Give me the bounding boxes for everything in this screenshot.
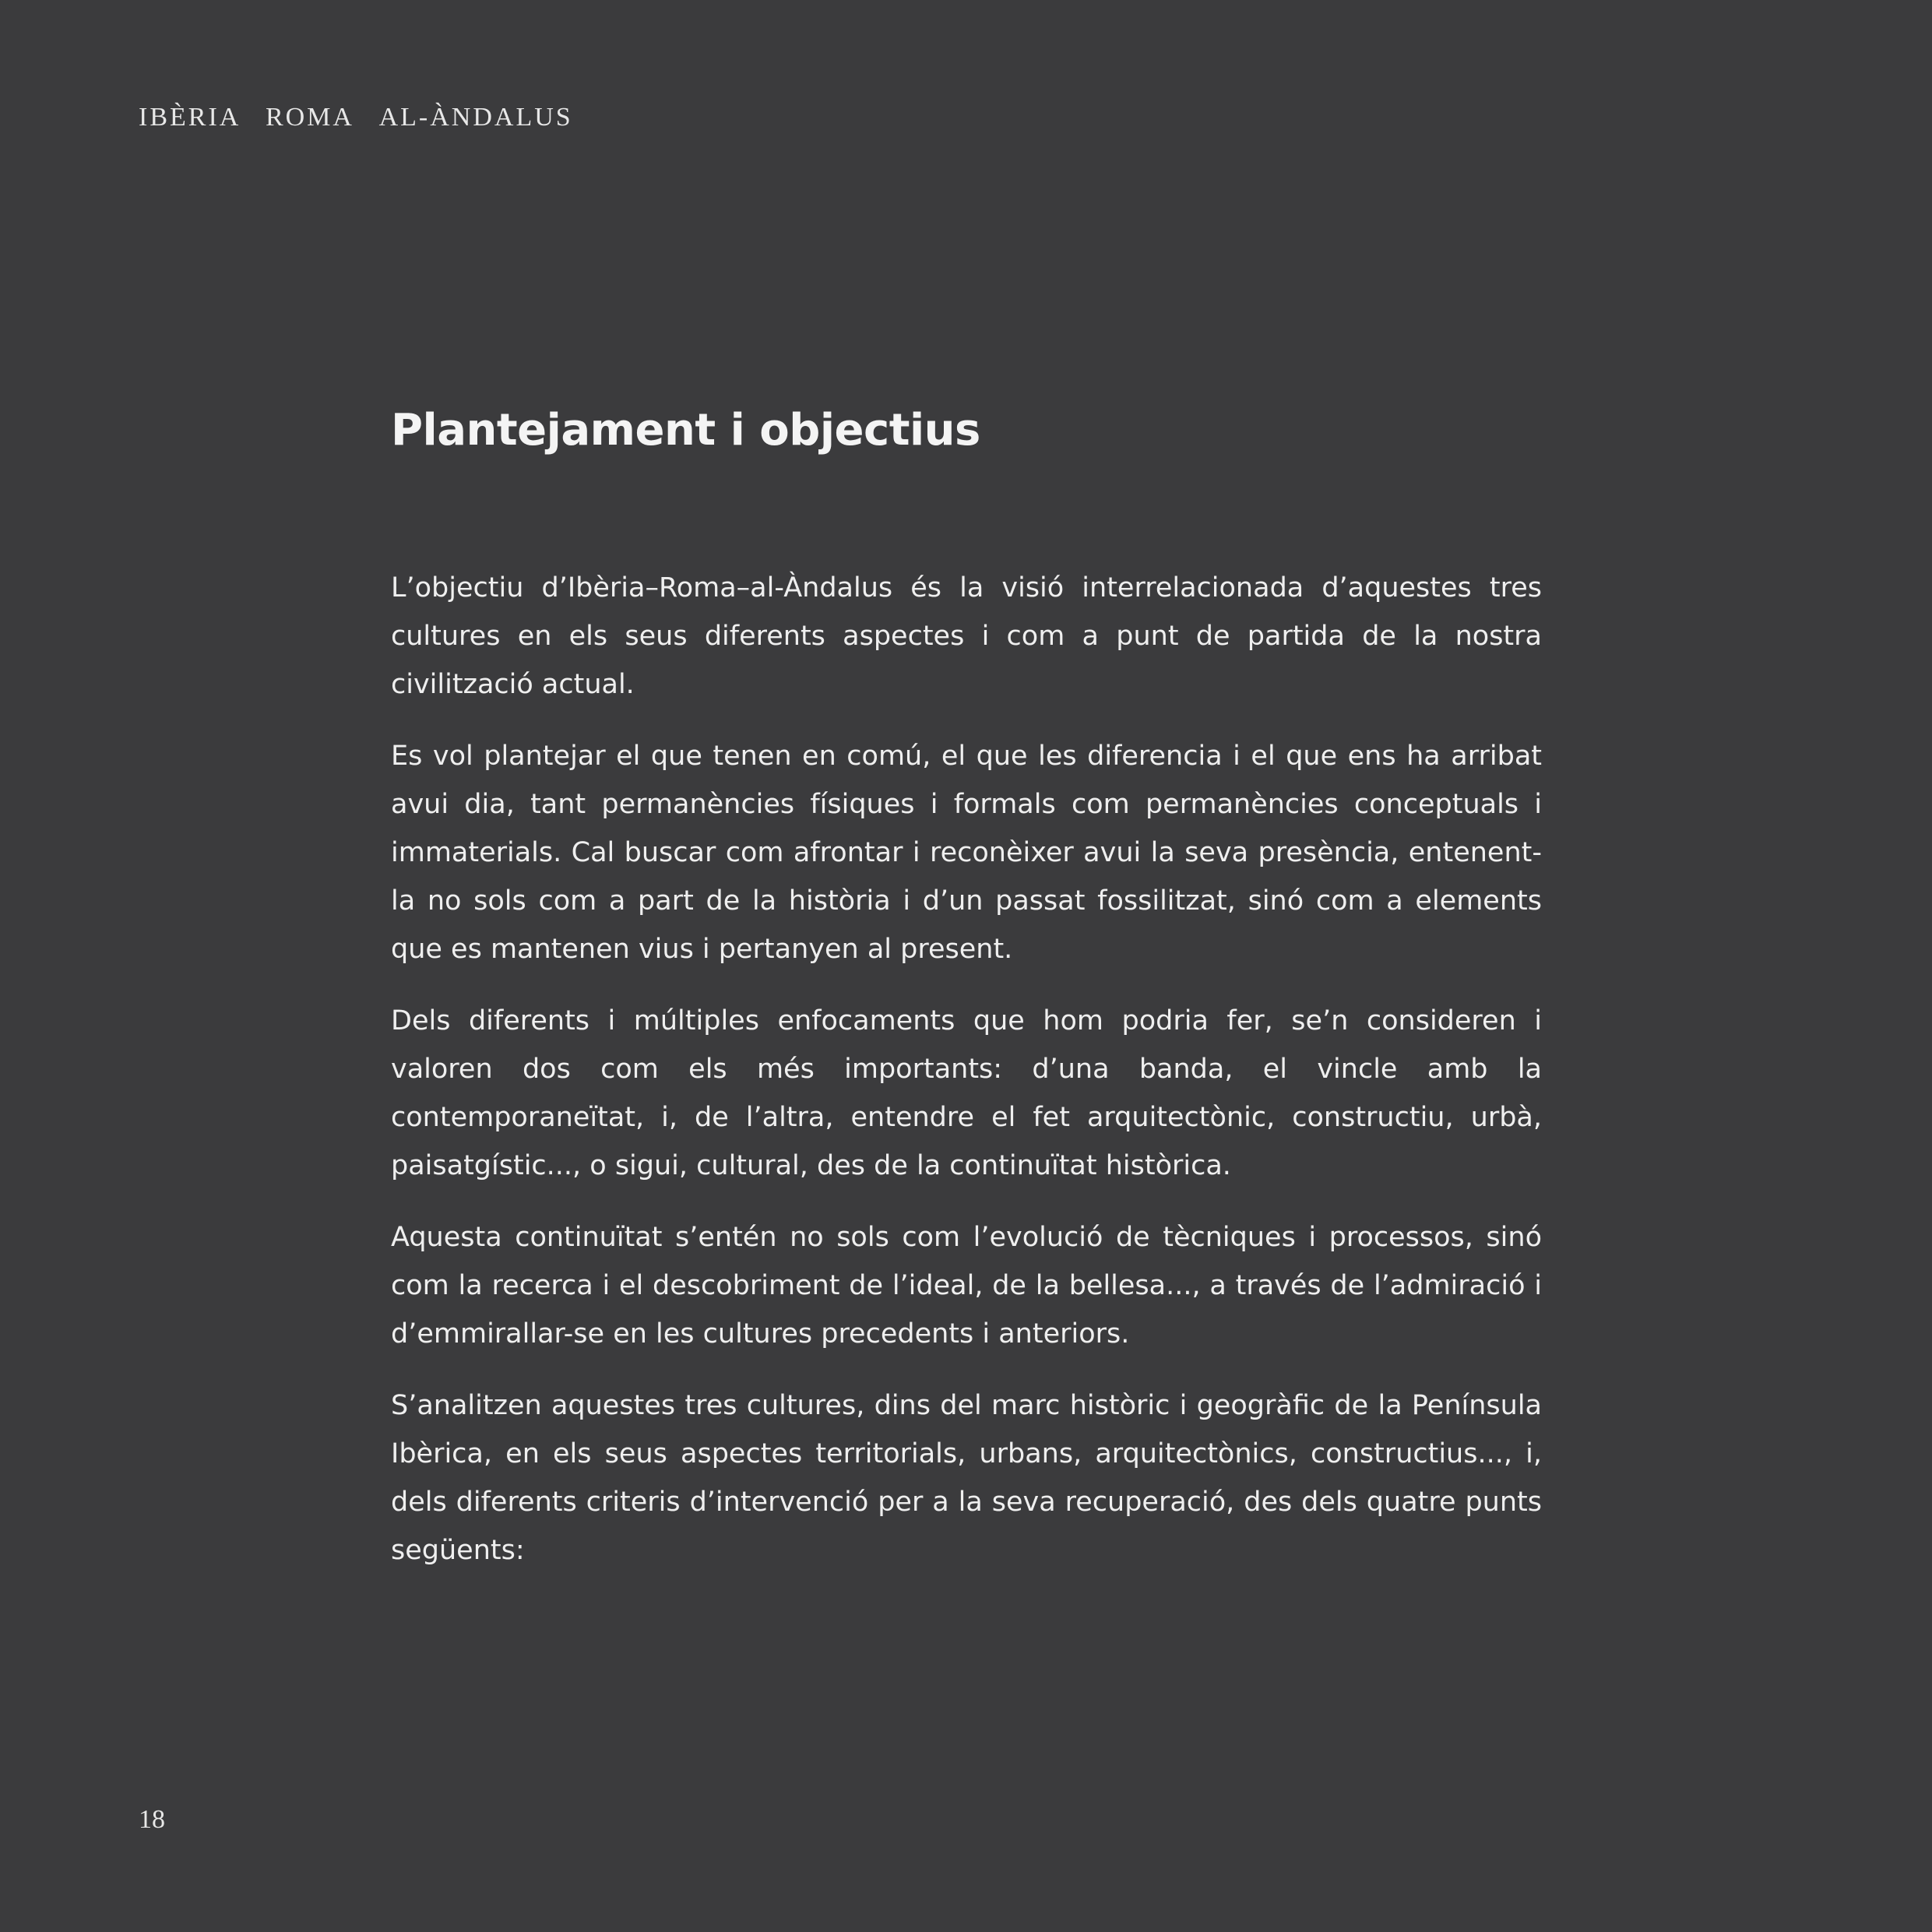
running-head	[139, 103, 573, 132]
running-head-word: IBÈRIA	[139, 103, 240, 132]
running-head-word: ROMA	[265, 103, 354, 132]
running-head-word: AL-ÀNDALUS	[378, 103, 573, 132]
body-text	[391, 564, 1542, 1598]
paragraph: L’objectiu d’Ibèria–Roma–al-Àndalus és la visió interrelacionada d’aquestes tres cultures en els seus diferents aspectes i com a punt de partida de la nostra civilització actual.	[391, 572, 1542, 700]
paragraph: S’analitzen aquestes tres cultures, dins del marc històric i geogràfic de la Península Ibèrica, en els seus aspectes territorials, urbans, arquitectònics, constructius..., i, dels diferents criteris d’intervenció per a la seva recuperació, des dels quatre punts següents:	[391, 1390, 1542, 1566]
paragraph: Dels diferents i múltiples enfocaments que hom podria fer, se’n consideren i valoren dos com els més importants: d’una banda, el vincle amb la contemporaneïtat, i, de l’altra, entendre el fet arquitectònic, constructiu, urbà, paisatgístic..., o sigui, cultural, des de la continuïtat històrica.	[391, 1005, 1542, 1181]
page-title: Plantejament i objectius	[391, 405, 980, 456]
paragraph: Es vol plantejar el que tenen en comú, el que les diferencia i el que ens ha arribat avui dia, tant permanències físiques i formals com permanències conceptuals i immaterials. Cal buscar com afrontar i reconèixer avui la seva presència, entenent-la no sols com a part de la història i d’un passat fossilitzat, sinó com a elements que es mantenen vius i pertanyen al present.	[391, 741, 1542, 965]
page-number: 18	[139, 1805, 165, 1834]
paragraph: Aquesta continuïtat s’entén no sols com l’evolució de tècniques i processos, sinó com la recerca i el descobriment de l’ideal, de la bellesa..., a través de l’admiració i d’emmirallar-se en les cultures precedents i anteriors.	[391, 1222, 1542, 1350]
